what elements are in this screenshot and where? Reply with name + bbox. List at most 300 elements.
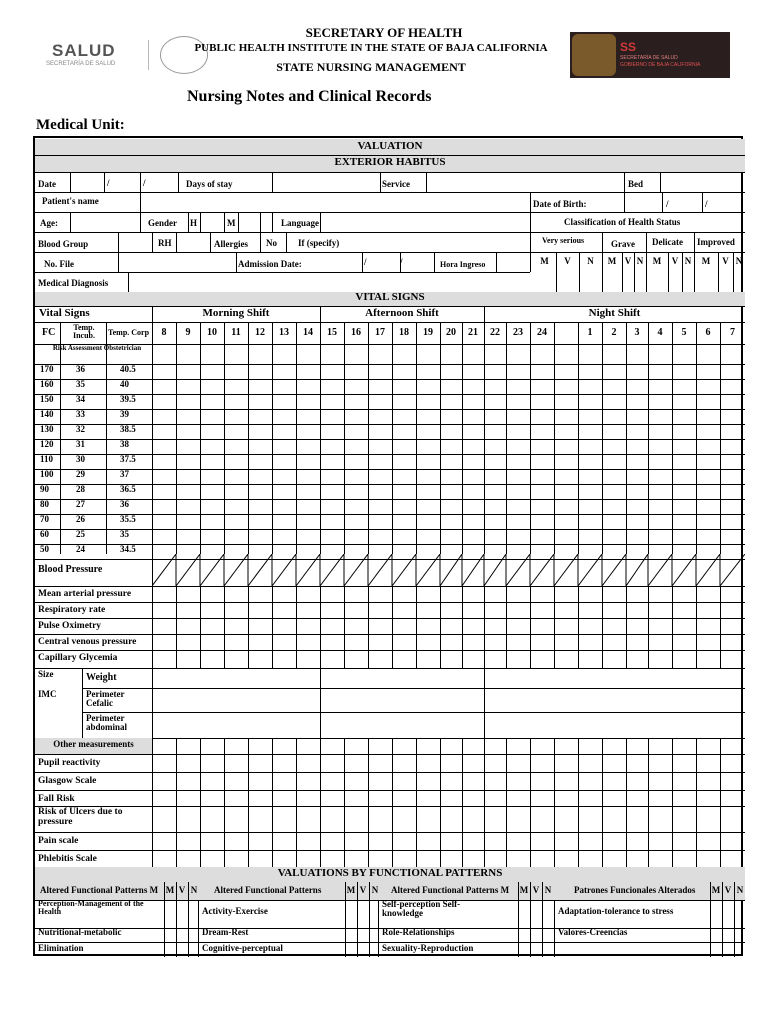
hour-label: 7 — [730, 327, 735, 338]
hour-label: 9 — [185, 327, 191, 338]
rule-v — [440, 634, 441, 650]
scale-incub: 27 — [76, 499, 85, 509]
rule-h — [35, 499, 745, 500]
shift-letter: V — [624, 256, 632, 266]
rule-v — [368, 322, 369, 554]
state-crest-icon — [572, 34, 616, 76]
salud-logo-subtext: SECRETARÍA DE SALUD — [46, 61, 116, 67]
fp-mvn: V — [359, 885, 367, 895]
rule-v — [296, 586, 297, 602]
rule-h — [35, 586, 745, 587]
row-perimeter-cefalic: Perimeter Cefalic — [86, 689, 125, 709]
hour-label: 14 — [303, 327, 313, 338]
scale-corp: 35.5 — [120, 514, 136, 524]
scale-corp: 36.5 — [120, 484, 136, 494]
rule-v — [296, 634, 297, 650]
rule-v — [320, 322, 321, 554]
scale-fc: 120 — [40, 439, 54, 449]
field-date-of-birth: Date of Birth: — [533, 199, 587, 209]
rule-v — [296, 618, 297, 634]
bp-slash — [176, 554, 200, 586]
scale-incub: 32 — [76, 424, 85, 434]
bp-slash — [296, 554, 320, 586]
rule-v — [140, 212, 141, 232]
fp-item: Nutritional-metabolic — [38, 927, 122, 937]
hour-label: 3 — [634, 327, 640, 338]
rule-h — [35, 668, 745, 669]
rule-h — [35, 850, 745, 851]
rule-v — [368, 602, 369, 618]
fp-item: Self-perception Self-knowledge — [382, 899, 461, 919]
date-slash: / — [107, 178, 110, 188]
bp-slash — [152, 554, 176, 586]
rule-v — [578, 602, 579, 618]
rule-v — [696, 586, 697, 602]
rule-v — [320, 586, 321, 602]
hour-label: 2 — [611, 327, 617, 338]
rule-v — [224, 212, 225, 232]
morning-shift: Morning Shift — [202, 307, 270, 319]
rule-v — [426, 172, 427, 192]
rule-v — [578, 618, 579, 634]
state-health-logo — [570, 32, 730, 78]
fp-mvn: V — [178, 885, 186, 895]
rule-v — [60, 322, 61, 554]
blood-pressure-slashes — [152, 554, 745, 586]
rule-v — [320, 738, 321, 867]
vital-signs-label: Vital Signs — [39, 307, 90, 319]
risk-assessment-label: Risk Assessment Obstetrician — [52, 344, 142, 352]
bp-slash — [648, 554, 672, 586]
rule-v — [286, 232, 287, 252]
rule-v — [320, 212, 321, 232]
dob-slash: / — [705, 199, 708, 209]
rule-v — [152, 232, 153, 252]
hour-label: 12 — [255, 327, 265, 338]
fp-item: Sexuality-Reproduction — [382, 943, 474, 953]
scale-fc: 170 — [40, 364, 54, 374]
rule-v — [176, 738, 177, 867]
rule-v — [272, 212, 273, 232]
rule-h — [35, 618, 745, 619]
scale-corp: 36 — [120, 499, 129, 509]
rule-v — [320, 602, 321, 618]
rule-v — [272, 172, 273, 192]
field-gender: Gender — [148, 218, 177, 228]
rule-v — [344, 634, 345, 650]
date-slash: / — [143, 178, 146, 188]
rule-v — [176, 322, 177, 554]
scale-fc: 100 — [40, 469, 54, 479]
rule-v — [530, 738, 531, 867]
rule-v — [578, 634, 579, 650]
rule-v — [224, 650, 225, 668]
fp-mvn: N — [371, 885, 379, 895]
bp-slash — [578, 554, 602, 586]
field-language: Language — [281, 218, 320, 228]
rule-v — [224, 634, 225, 650]
rule-v — [602, 322, 603, 554]
fp-mvn: V — [724, 885, 732, 895]
rule-v — [648, 602, 649, 618]
rule-v — [660, 172, 661, 192]
rule-v — [462, 650, 463, 668]
rule-v — [554, 586, 555, 602]
rule-v — [320, 650, 321, 668]
row-vital: Pulse Oximetry — [38, 621, 102, 631]
rule-v — [530, 212, 531, 232]
fp-item: Perception-Management of the Health — [38, 899, 144, 917]
bp-slash — [200, 554, 224, 586]
hour-label: 16 — [351, 327, 361, 338]
rule-v — [530, 634, 531, 650]
rule-v — [70, 212, 71, 232]
rule-v — [236, 252, 237, 272]
rule-h — [35, 232, 745, 233]
rule-v — [176, 650, 177, 668]
fp-item: Elimination — [38, 943, 84, 953]
rule-v — [224, 322, 225, 554]
rule-v — [260, 232, 261, 252]
bp-slash — [272, 554, 296, 586]
rule-v — [648, 586, 649, 602]
status-delicate: Delicate — [652, 237, 683, 247]
rule-h — [35, 544, 745, 545]
bp-slash — [720, 554, 745, 586]
scale-incub: 29 — [76, 469, 85, 479]
header-line-1: SECRETARY OF HEALTH — [305, 25, 463, 40]
hour-label: 20 — [446, 327, 456, 338]
rule-v — [720, 618, 721, 634]
row-other-measure: Risk of Ulcers due to pressure — [38, 807, 123, 827]
rule-v — [554, 650, 555, 668]
rule-v — [344, 650, 345, 668]
rule-v — [392, 634, 393, 650]
classification-health-status: Classification of Health Status — [564, 217, 681, 227]
rule-v — [530, 602, 531, 618]
fp-item: Adaptation-tolerance to stress — [558, 906, 674, 916]
rule-v — [248, 650, 249, 668]
scale-incub: 30 — [76, 454, 85, 464]
rule-v — [176, 634, 177, 650]
rule-v — [392, 602, 393, 618]
rule-h — [35, 322, 745, 323]
hour-label: 1 — [587, 327, 593, 338]
scale-incub: 26 — [76, 514, 85, 524]
rule-v — [530, 232, 531, 252]
rule-v — [672, 586, 673, 602]
field-medical-diagnosis: Medical Diagnosis — [38, 278, 109, 288]
shift-letter: M — [701, 256, 711, 266]
hour-label: 22 — [490, 327, 500, 338]
rule-v — [70, 172, 71, 192]
scale-corp: 40.5 — [120, 364, 136, 374]
rule-v — [320, 634, 321, 650]
rule-v — [626, 634, 627, 650]
bp-slash — [416, 554, 440, 586]
scale-corp: 38 — [120, 439, 129, 449]
row-imc: IMC — [38, 689, 57, 699]
rule-v — [720, 738, 721, 867]
rule-v — [672, 618, 673, 634]
field-blood-group: Blood Group — [38, 239, 89, 249]
row-perimeter-abdominal: Perimeter abdominal — [86, 713, 128, 733]
fp-item: Valores-Creencias — [558, 927, 628, 937]
rule-v — [380, 172, 381, 192]
bp-slash — [344, 554, 368, 586]
rule-v — [320, 618, 321, 634]
rule-v — [368, 586, 369, 602]
rule-v — [554, 618, 555, 634]
rule-v — [362, 252, 363, 272]
rule-v — [672, 322, 673, 554]
rule-h — [35, 602, 745, 603]
header-line-3: STATE NURSING MANAGEMENT — [276, 60, 466, 74]
row-other-measure: Phlebitis Scale — [38, 854, 97, 864]
rule-v — [200, 322, 201, 554]
rule-v — [578, 322, 579, 554]
rule-v — [176, 618, 177, 634]
rule-v — [416, 650, 417, 668]
rule-v — [272, 602, 273, 618]
rule-v — [696, 602, 697, 618]
hour-label: 4 — [657, 327, 663, 338]
fp-item: Role-Relationships — [382, 927, 455, 937]
rule-v — [344, 738, 345, 867]
bp-slash — [320, 554, 344, 586]
rule-v — [440, 586, 441, 602]
bp-slash — [530, 554, 554, 586]
row-other-measure: Glasgow Scale — [38, 776, 97, 786]
rule-v — [462, 322, 463, 554]
gender-m: M — [227, 218, 236, 228]
rule-v — [224, 738, 225, 867]
adm-slash: / — [364, 257, 367, 267]
fp-mvn: M — [165, 885, 175, 895]
rule-v — [626, 586, 627, 602]
rule-h — [35, 439, 745, 440]
rule-v — [200, 602, 201, 618]
shift-letter: N — [735, 256, 743, 266]
field-service: Service — [382, 179, 410, 189]
shift-letter: V — [564, 256, 571, 266]
rule-v — [152, 322, 153, 867]
rule-v — [440, 650, 441, 668]
rule-v — [672, 602, 673, 618]
rule-v — [462, 602, 463, 618]
status-grave: Grave — [611, 239, 635, 249]
rule-v — [648, 738, 649, 867]
temp-incub-label: Temp. Incub. — [72, 323, 95, 341]
rule-v — [602, 650, 603, 668]
scale-incub: 25 — [76, 529, 85, 539]
bp-slash — [602, 554, 626, 586]
rule-v — [602, 586, 603, 602]
rule-v — [578, 738, 579, 867]
rule-v — [176, 586, 177, 602]
shift-letter: M — [607, 256, 617, 266]
field-hora-ingreso: Hora Ingreso — [440, 260, 486, 269]
rule-v — [530, 192, 531, 212]
rule-v — [368, 650, 369, 668]
afternoon-shift: Afternoon Shift — [365, 307, 439, 319]
rule-h — [35, 650, 745, 651]
field-date: Date — [38, 179, 56, 189]
state-logo-line1: SECRETARÍA DE SALUD — [620, 55, 678, 61]
rule-v — [530, 618, 531, 634]
bp-slash — [368, 554, 392, 586]
rule-v — [118, 252, 119, 272]
rule-v — [104, 172, 105, 192]
rule-v — [462, 738, 463, 867]
hour-label: 19 — [423, 327, 433, 338]
scale-incub: 31 — [76, 439, 85, 449]
rule-v — [720, 602, 721, 618]
rule-v — [368, 618, 369, 634]
page-title: Nursing Notes and Clinical Records — [187, 88, 432, 105]
rule-v — [696, 322, 697, 554]
hour-label: 21 — [468, 327, 478, 338]
rule-v — [272, 322, 273, 554]
rule-v — [626, 650, 627, 668]
rule-v — [484, 618, 485, 634]
rule-v — [602, 634, 603, 650]
medical-unit-label: Medical Unit: — [36, 117, 125, 133]
row-vital: Capillary Glycemia — [38, 653, 118, 663]
fp-mvn: M — [519, 885, 529, 895]
rule-h — [35, 634, 745, 635]
rule-v — [694, 232, 695, 252]
row-size: Size — [38, 669, 54, 679]
field-bed: Bed — [628, 179, 644, 189]
other-measurements: Other measurements — [53, 739, 134, 749]
scale-corp: 37 — [120, 469, 129, 479]
bp-slash — [440, 554, 462, 586]
rule-v — [672, 650, 673, 668]
rule-v — [578, 650, 579, 668]
rule-h — [35, 394, 745, 395]
clinical-form — [33, 136, 743, 956]
rule-v — [272, 650, 273, 668]
rule-v — [296, 322, 297, 554]
fp-item: Dream-Rest — [202, 927, 249, 937]
rule-v — [696, 618, 697, 634]
hour-label: 5 — [681, 327, 687, 338]
section-exterior-habitus: EXTERIOR HABITUS — [334, 156, 446, 168]
rule-v — [272, 618, 273, 634]
state-logo-abbr: SS — [620, 40, 637, 54]
rule-v — [392, 322, 393, 554]
field-patient-name: Patient's name — [42, 196, 99, 206]
rule-v — [200, 618, 201, 634]
hour-label: 23 — [513, 327, 523, 338]
shift-letter: N — [684, 256, 692, 266]
row-blood-pressure: Blood Pressure — [38, 564, 103, 575]
rule-v — [646, 232, 647, 252]
rule-h — [35, 454, 745, 455]
rule-v — [626, 738, 627, 867]
rule-h — [82, 688, 745, 689]
rule-v — [118, 232, 119, 252]
rule-v — [200, 212, 201, 232]
rule-v — [720, 634, 721, 650]
rule-v — [128, 272, 129, 292]
fp-header: Altered Functional Patterns M — [391, 885, 510, 895]
row-vital: Mean arterial pressure — [38, 589, 132, 599]
rule-v — [176, 602, 177, 618]
scale-fc: 60 — [40, 529, 49, 539]
rule-h — [35, 192, 745, 193]
scale-fc: 160 — [40, 379, 54, 389]
rule-v — [602, 618, 603, 634]
rule-v — [392, 738, 393, 867]
rule-v — [344, 602, 345, 618]
scale-fc: 110 — [40, 454, 54, 464]
rule-h — [35, 172, 745, 173]
bp-slash — [672, 554, 696, 586]
rule-v — [344, 618, 345, 634]
rule-v — [626, 618, 627, 634]
rule-v — [530, 586, 531, 602]
rule-v — [248, 602, 249, 618]
rule-h — [35, 212, 745, 213]
rule-v — [248, 634, 249, 650]
rule-v — [200, 738, 201, 867]
bp-slash — [392, 554, 416, 586]
status-very-serious: Very serious — [542, 236, 585, 245]
rule-v — [648, 618, 649, 634]
rule-v — [392, 650, 393, 668]
hour-label: 8 — [161, 327, 167, 338]
rule-v — [530, 650, 531, 668]
rule-v — [200, 650, 201, 668]
header-line-2: PUBLIC HEALTH INSTITUTE IN THE STATE OF BAJA CALIFORNIA — [194, 42, 548, 54]
rule-v — [496, 252, 497, 272]
rule-v — [368, 634, 369, 650]
rule-v — [554, 634, 555, 650]
rule-v — [602, 232, 603, 252]
scale-incub: 34 — [76, 394, 85, 404]
scale-corp: 39 — [120, 409, 129, 419]
rule-v — [392, 618, 393, 634]
gender-h: H — [190, 218, 198, 228]
rule-h — [35, 832, 745, 833]
rule-h — [35, 364, 745, 365]
rule-v — [624, 172, 625, 192]
rule-v — [720, 322, 721, 554]
rule-v — [530, 252, 531, 272]
scale-incub: 35 — [76, 379, 85, 389]
rule-v — [440, 602, 441, 618]
rule-v — [178, 172, 179, 192]
rule-v — [272, 586, 273, 602]
rule-v — [224, 586, 225, 602]
rule-v — [554, 322, 555, 554]
rule-v — [272, 634, 273, 650]
rule-v — [672, 634, 673, 650]
rule-v — [440, 618, 441, 634]
rule-v — [210, 232, 211, 252]
shift-letter: N — [636, 256, 644, 266]
hour-label: 11 — [231, 327, 241, 338]
shift-letter: M — [652, 256, 662, 266]
status-improved: Improved — [697, 237, 735, 247]
fp-mvn: N — [544, 885, 552, 895]
rule-h — [35, 469, 745, 470]
row-other-measure: Fall Risk — [38, 794, 75, 804]
shift-letter: V — [671, 256, 679, 266]
rule-v — [506, 650, 507, 668]
